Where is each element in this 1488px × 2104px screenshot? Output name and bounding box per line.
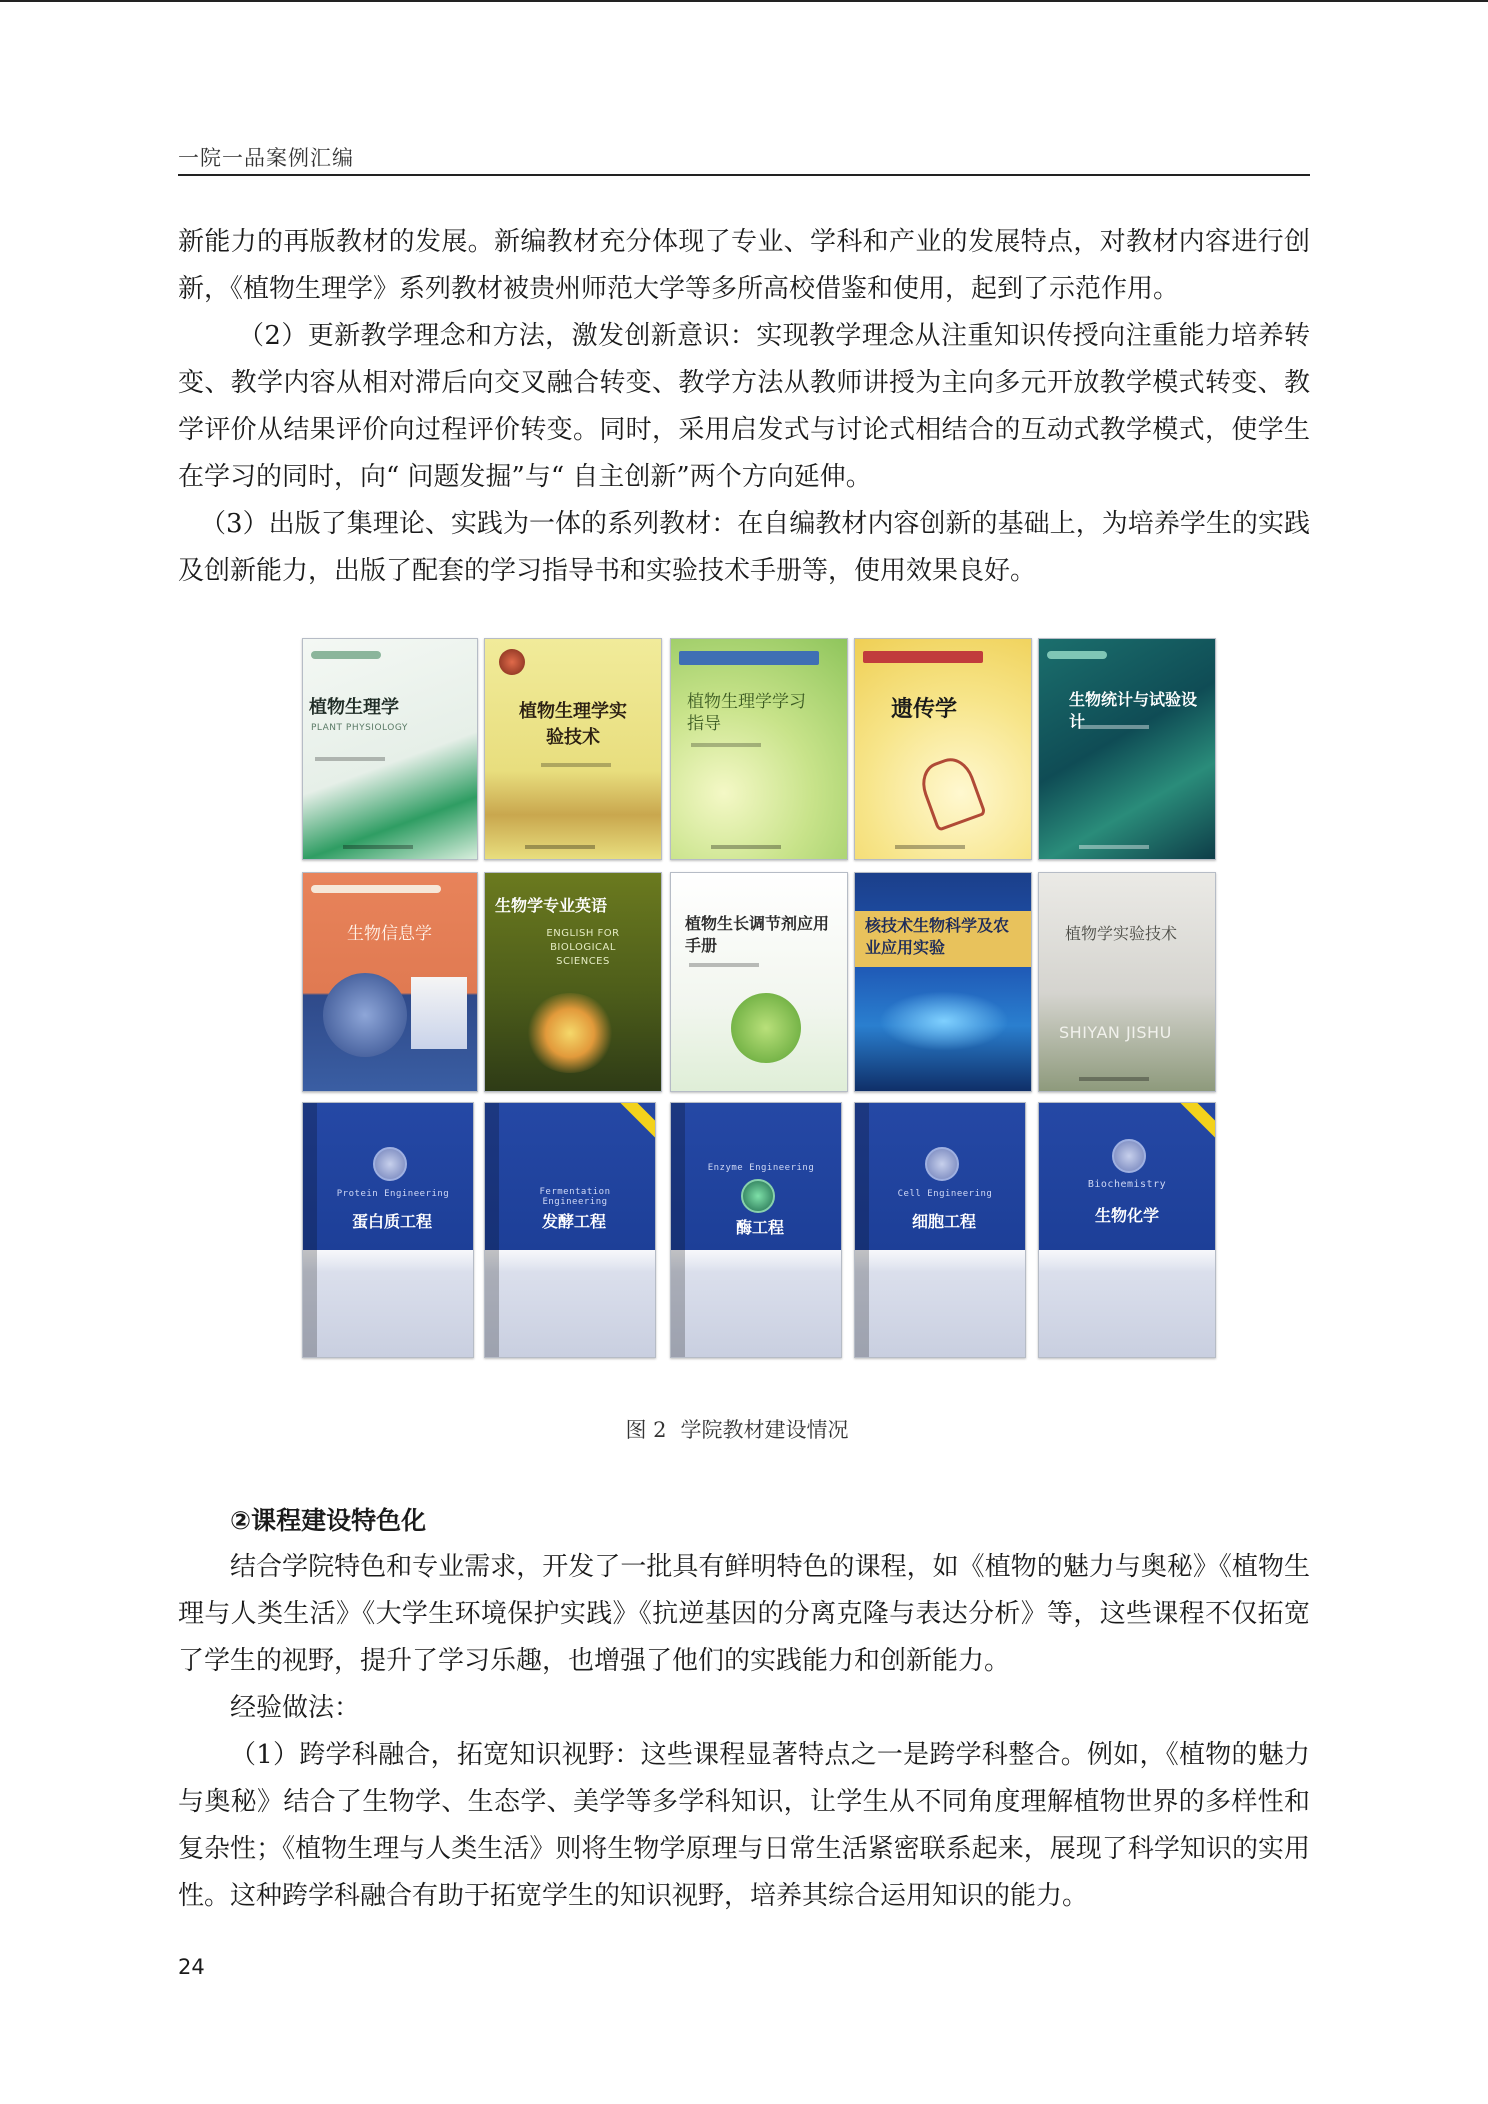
book-cover [854,1102,1026,1358]
cover-bar [311,651,381,659]
top-rule [0,0,1488,2]
book-subtitle: Enzyme Engineering [707,1163,815,1173]
paragraph: 经验做法： [230,1693,361,1723]
book-title: 植物生理学实验技术 [519,701,627,748]
book-title: 植物生长调节剂应用手册 [685,914,830,955]
book-subtitle: SHIYAN JISHU [1059,1023,1172,1042]
book-title: 核技术生物科学及农业应用实验 [865,916,1010,957]
author-line [1079,725,1149,729]
book-title: 蛋白质工程 [351,1212,432,1231]
bokeh-graphic [525,993,615,1073]
chromosome-icon [915,752,986,832]
body-text-bottom [178,1497,1310,1920]
book-cover [854,638,1032,860]
textbook-figure [302,636,1218,1362]
book-cover [1038,1102,1216,1358]
header-title: 一院一品案例汇编 [178,146,354,170]
emblem-icon [925,1147,959,1181]
book-cover [670,1102,842,1358]
book-cover [1038,872,1216,1092]
book-cover [484,638,662,860]
book-title: 生物化学 [1094,1206,1159,1225]
emblem-icon [741,1179,775,1213]
book-cover [302,1102,474,1358]
cover-bar [863,651,983,663]
author-line [315,757,385,761]
body-text-top [178,219,1310,595]
book-title: 植物生理学 [309,697,399,718]
running-header [178,140,1310,176]
book-title: 生物学专业英语 [495,896,608,915]
paragraph: （3）出版了集理论、实践为一体的系列教材：在自编教材内容创新的基础上，为培养学生的实践及创新能力，出版了配套的学习指导书和实验技术手册等，使用效果良好。 [178,509,1310,586]
figure-caption [178,1414,1310,1444]
plant-graphic [731,993,801,1063]
section-heading: ②课程建设特色化 [230,1506,427,1535]
book-cover [854,872,1032,1092]
book-subtitle: Cell Engineering [897,1189,993,1199]
publisher-line [1079,1077,1149,1081]
publisher-line [895,845,965,849]
globe-icon [499,649,525,675]
book-subtitle: ENGLISH FOR BIOLOGICAL SCIENCES [546,928,620,967]
author-line [691,743,761,747]
cover-bar [679,651,819,665]
book-subtitle: Fermentation Engineering [539,1187,611,1207]
book-title: 生物信息学 [347,924,432,944]
page-number: 24 [178,1955,205,1979]
cover-bar [1047,651,1107,659]
publisher-line [343,845,413,849]
paragraph: 新能力的再版教材的发展。新编教材充分体现了专业、学科和产业的发展特点，对教材内容进行创新，《植物生理学》系列教材被贵州师范大学等多所高校借鉴和使用，起到了示范作用。 [178,227,1310,304]
book-title: 细胞工程 [911,1212,976,1231]
book-cover [670,872,848,1092]
paragraph: 结合学院特色和专业需求，开发了一批具有鲜明特色的课程，如《植物的魅力与奥秘》《植物生理与人类生活》《大学生环境保护实践》《抗逆基因的分离克隆与表达分析》等，这些课程不仅拓宽了学生的视野，提升了学习乐趣，也增强了他们的实践能力和创新能力。 [178,1552,1310,1676]
emblem-icon [373,1147,407,1181]
dna-graphic [879,991,1009,1051]
book-cover [484,1102,656,1358]
book-title: 遗传学 [891,697,958,722]
protein-graphic [323,973,407,1057]
paragraph: （2）更新教学理念和方法，激发创新意识：实现教学理念从注重知识传授向注重能力培养转变、教学内容从相对滞后向交叉融合转变、教学方法从教师讲授为主向多元开放教学模式转变、教学评价从结果评价向过程评价转变。同时，采用启发式与讨论式相结合的互动式教学模式，使学生在学习的同时，向“ 问题发掘”与“ 自主创新”两个方向延伸。 [178,321,1310,492]
book-cover [1038,638,1216,860]
book-cover [670,638,848,860]
book-title: 植物生理学学习指导 [687,692,806,734]
book-title: 植物学实验技术 [1065,924,1178,943]
screenshot-graphic [411,977,467,1049]
paragraph: （1）跨学科融合，拓宽知识视野：这些课程显著特点之一是跨学科整合。例如，《植物的魅力与奥秘》结合了生物学、生态学、美学等多学科知识，让学生从不同角度理解植物世界的多样性和复杂性；《植物生理与人类生活》则将生物学原理与日常生活紧密联系起来，展现了科学知识的实用性。这种跨学科融合有助于拓宽学生的知识视野，培养其综合运用知识的能力。 [178,1740,1310,1911]
caption-text: 学院教材建设情况 [680,1418,849,1442]
book-title: 发酵工程 [541,1212,606,1231]
emblem-icon [1112,1139,1146,1173]
book-cover [302,638,478,860]
publisher-line [711,845,781,849]
publisher-line [525,845,595,849]
book-subtitle: Biochemistry [1087,1179,1167,1190]
book-subtitle: PLANT PHYSIOLOGY [311,723,408,733]
caption-label: 图 2 [625,1418,667,1442]
book-subtitle: Protein Engineering [336,1189,450,1199]
book-cover [484,872,662,1092]
author-line [689,963,759,967]
publisher-line [1079,845,1149,849]
book-title: 生物统计与试验设计 [1069,690,1198,731]
cover-bar [311,885,441,893]
book-title: 酶工程 [735,1218,784,1237]
author-line [541,763,611,767]
book-cover [302,872,478,1092]
